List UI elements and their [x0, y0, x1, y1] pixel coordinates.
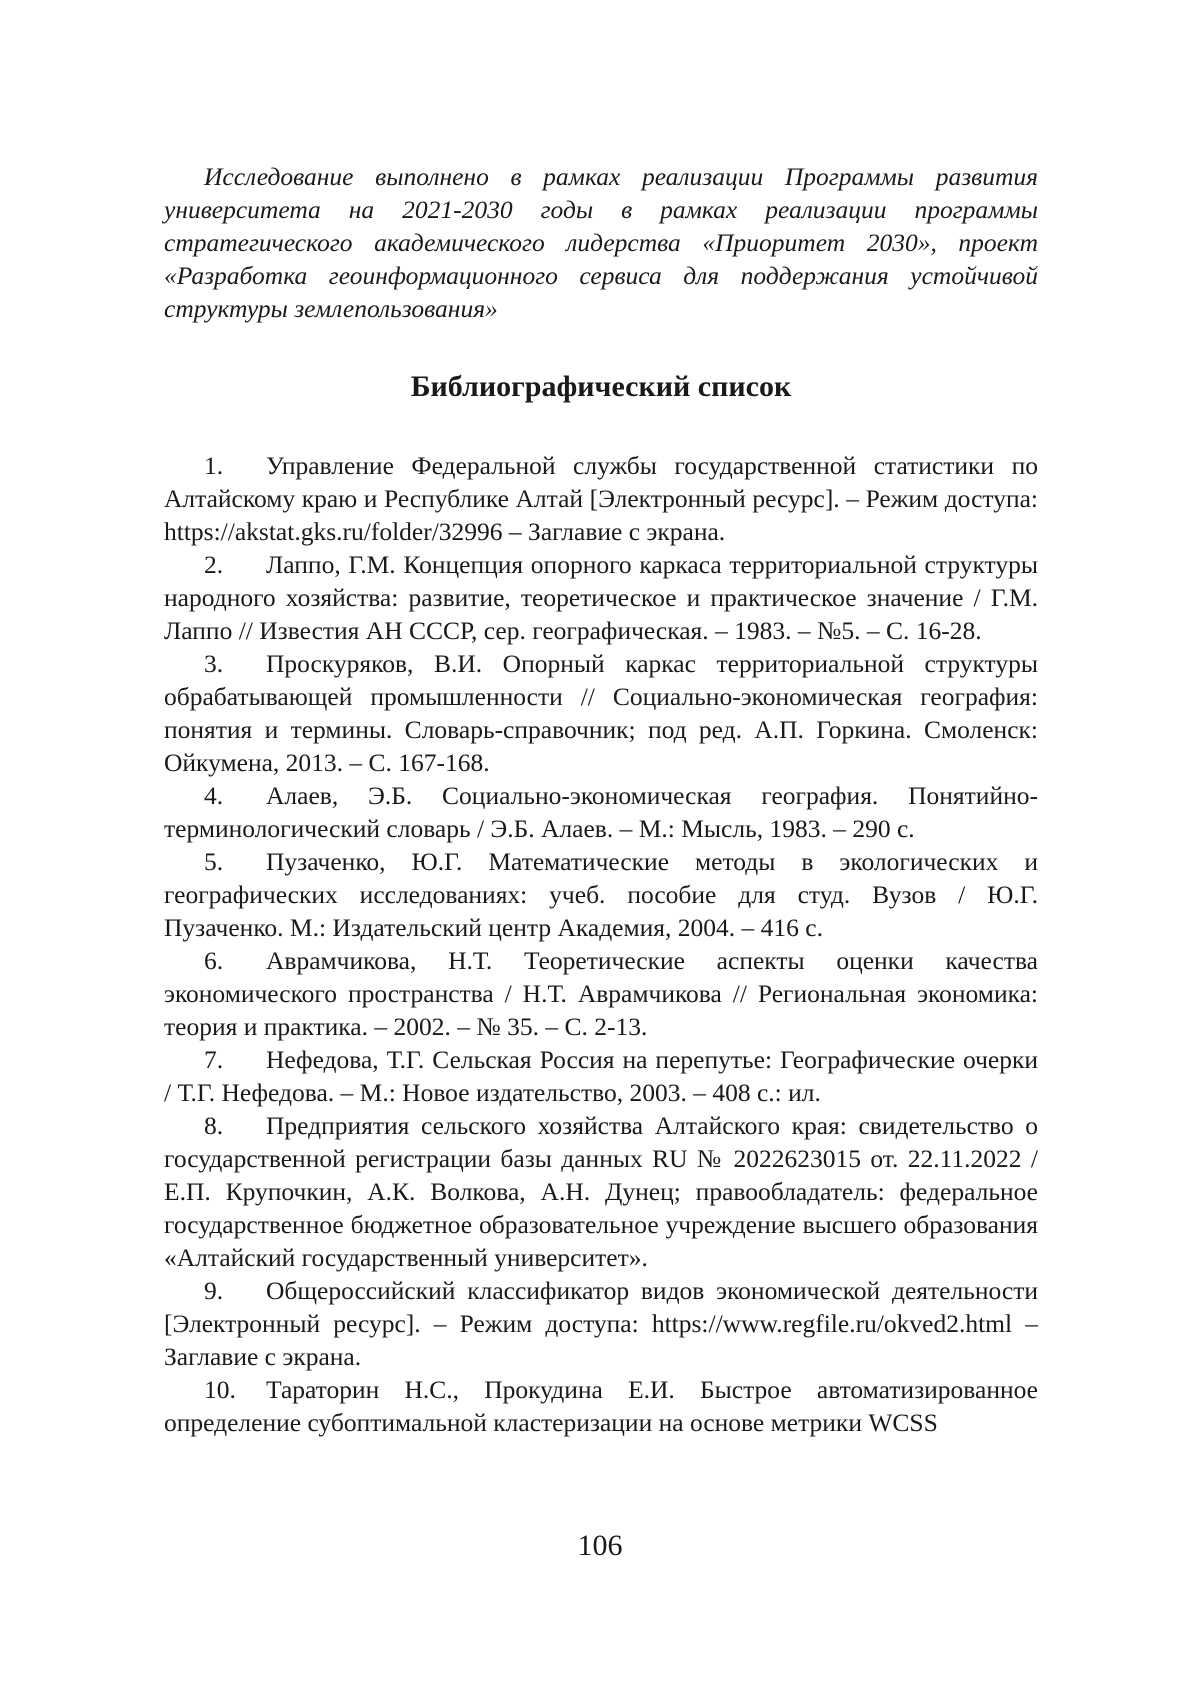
- entry-number: 7.: [204, 1045, 224, 1074]
- entry-number: 10.: [204, 1375, 236, 1404]
- entry-text: Пузаченко, Ю.Г. Математические методы в экологических и географических исследованиях: учеб. пособие для студ. Вузов / Ю.Г. Пузаченко. М.: Издательский центр Академия, 2004. – 416 с.: [164, 847, 1038, 942]
- entry-number: 2.: [204, 550, 224, 579]
- bibliography-entry: [164, 1043, 1038, 1109]
- entry-number: 8.: [204, 1111, 224, 1140]
- bibliography-entry: [164, 449, 1038, 548]
- bibliography-entry: [164, 647, 1038, 779]
- entry-number: 1.: [204, 451, 224, 480]
- entry-text: Тараторин Н.С., Прокудина Е.И. Быстрое автоматизированное определение субоптимальной кластеризации на основе метрики WCSS: [164, 1375, 1038, 1437]
- entry-number: 6.: [204, 946, 224, 975]
- bibliography-entry: [164, 944, 1038, 1043]
- bibliography-entry: [164, 779, 1038, 845]
- entry-number: 9.: [204, 1276, 224, 1305]
- page-number: 106: [577, 1529, 623, 1562]
- entry-text: Общероссийский классификатор видов экономической деятельности [Электронный ресурс]. – Режим доступа: https://www.regfile.ru/okved2.html – Заглавие с экрана.: [164, 1276, 1038, 1371]
- entry-number: 3.: [204, 649, 224, 678]
- bibliography-heading: Библиографический список: [410, 370, 792, 403]
- bibliography-list: [164, 449, 1038, 1439]
- entry-number: 5.: [204, 847, 224, 876]
- document-page: [164, 160, 1038, 1439]
- acknowledgment-paragraph: Исследование выполнено в рамках реализации Программы развития университета на 2021-2030 годы в рамках реализации программы стратегического академического лидерства «Приоритет 2030», проект «Разработка геоинформационного сервиса для поддержания устойчивой структуры землепользования»: [164, 162, 1038, 323]
- entry-text: Проскуряков, В.И. Опорный каркас территориальной структуры обрабатывающей промышленности // Социально-экономическая география: понятия и термины. Словарь-справочник; под ред. А.П. Горкина. Смоленск: Ойкумена, 2013. – С. 167-168.: [164, 649, 1038, 777]
- entry-text: Аврамчикова, Н.Т. Теоретические аспекты оценки качества экономического пространства / Н.Т. Аврамчикова // Региональная экономика: теория и практика. – 2002. – № 35. – С. 2-13.: [164, 946, 1038, 1041]
- bibliography-entry: [164, 845, 1038, 944]
- entry-text: Предприятия сельского хозяйства Алтайского края: свидетельство о государственной регистрации базы данных RU № 2022623015 от. 22.11.2022 / Е.П. Крупочкин, А.К. Волкова, А.Н. Дунец; правообладатель: федеральное государственное бюджетное образовательное учреждение высшего образования «Алтайский государственный университет».: [164, 1111, 1038, 1272]
- entry-number: 4.: [204, 781, 224, 810]
- entry-text: Нефедова, Т.Г. Сельская Россия на перепутье: Географические очерки / Т.Г. Нефедова. – М.: Новое издательство, 2003. – 408 с.: ил.: [164, 1045, 1038, 1107]
- bibliography-entry: [164, 1109, 1038, 1274]
- bibliography-entry: [164, 1373, 1038, 1439]
- entry-text: Лаппо, Г.М. Концепция опорного каркаса территориальной структуры народного хозяйства: развитие, теоретическое и практическое значение / Г.М. Лаппо // Известия АН СССР, сер. географическая. – 1983. – №5. – С. 16-28.: [164, 550, 1038, 645]
- entry-text: Управление Федеральной службы государственной статистики по Алтайскому краю и Республике Алтай [Электронный ресурс]. – Режим доступа: https://akstat.gks.ru/folder/32996 – Заглавие с экрана.: [164, 451, 1038, 546]
- bibliography-entry: [164, 1274, 1038, 1373]
- bibliography-entry: [164, 548, 1038, 647]
- entry-text: Алаев, Э.Б. Социально-экономическая география. Понятийно-терминологический словарь / Э.Б. Алаев. – М.: Мысль, 1983. – 290 с.: [164, 781, 1038, 843]
